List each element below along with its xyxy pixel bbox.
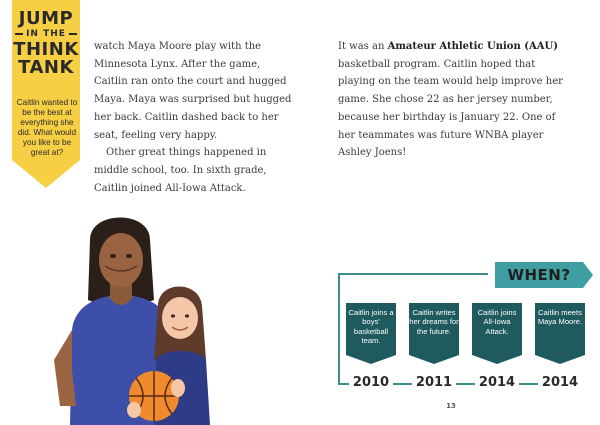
paragraph-3-rest: basketball program. Caitlin hoped that playing on the team would help improve her game. She chose 22 as her jersey number, because her birthday is January 22. One of her teammates was future WNBA player Ashley Joens! — [338, 58, 563, 159]
when-banner: WHEN? — [495, 262, 583, 288]
timeline-event-1-tip — [346, 355, 396, 364]
think-tank-prompt: Caitlin wanted to be the best at everything she did. What would you like to be great at? — [16, 98, 78, 157]
paragraph-3-lead: It was an — [338, 41, 388, 52]
paragraph-1: watch Maya Moore play with the Minnesota Lynx. After the game, Caitlin ran onto the court and hugged Maya. Maya was surprised but hugged her back. Caitlin dashed back to her seat, feeling very happy. — [94, 41, 292, 141]
title-think: THINK — [13, 39, 79, 60]
timeline-event-4-tip — [535, 355, 585, 364]
aau-term: Amateur Athletic Union (AAU) — [387, 41, 558, 52]
illustration-maya-and-caitlin — [50, 210, 260, 425]
think-tank-title — [12, 10, 80, 77]
timeline-year-3: 2014 — [475, 375, 519, 391]
timeline-event-3-tip — [472, 355, 522, 364]
title-jump: JUMP — [18, 8, 74, 29]
text-column-2 — [338, 38, 570, 162]
timeline-left-line — [338, 273, 340, 383]
timeline-year-4: 2014 — [538, 375, 582, 391]
timeline-event-1: Caitlin joins a boys' basketball team. — [346, 303, 396, 355]
timeline-event-3: Caitlin joins All-Iowa Attack. — [472, 303, 522, 355]
paragraph-3 — [338, 38, 570, 162]
timeline-event-2-tip — [409, 355, 459, 364]
title-in-the: IN THE — [12, 30, 80, 39]
timeline-year-2: 2011 — [412, 375, 456, 391]
title-tank: TANK — [18, 57, 74, 78]
page-number: 13 — [446, 402, 456, 410]
think-tank-arrow — [12, 160, 80, 188]
timeline-event-4: Caitlin meets Maya Moore. — [535, 303, 585, 355]
timeline-event-2: Caitlin writes her dreams for the future. — [409, 303, 459, 355]
timeline-year-1: 2010 — [349, 375, 393, 391]
when-banner-point — [583, 262, 593, 288]
text-column-1 — [94, 38, 294, 197]
paragraph-2: Other great things happened in middle school, too. In sixth grade, Caitlin joined All-Iowa Attack. — [94, 147, 267, 194]
